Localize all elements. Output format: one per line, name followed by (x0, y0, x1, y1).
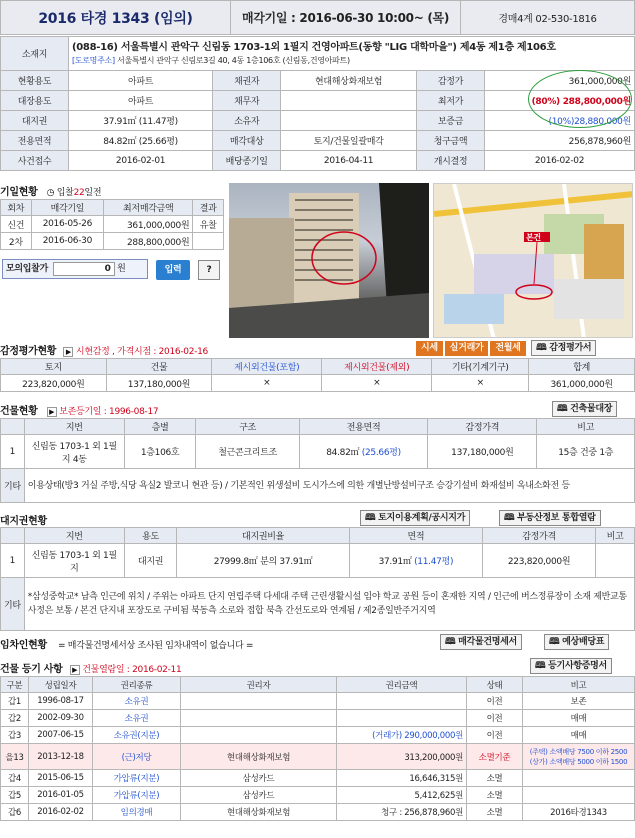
table-row (1, 744, 635, 770)
table-row: 신건 2016-05-26 361,000,000원 유찰 (1, 216, 224, 233)
land-section-title: 대지권현황 (0, 516, 47, 527)
claim-amount: 256,878,960원 (485, 131, 635, 151)
table-row (1, 770, 635, 787)
appraisal-report-button[interactable]: 🕮 감정평가서 (531, 340, 596, 356)
cell: 소유권(지분) (93, 727, 181, 744)
registry-certificate-button[interactable]: 🕮 등기사항증명서 (530, 658, 612, 674)
info-value: 아파트 (69, 71, 213, 91)
cell: 갑1 (1, 693, 29, 710)
road-address-tag[interactable]: [도로명주소] (72, 55, 115, 65)
real-trade-button[interactable]: 실거래가 (445, 341, 489, 356)
location-map[interactable] (433, 183, 633, 338)
cell: 갑5 (1, 787, 29, 804)
appraisal-table: 토지 건물 제시외건물(포함) 제시외건물(제외) 기타(기계기구) 합계 223,820,000원 137,180,000원 × × × 361,000,000원 (0, 358, 635, 392)
address-label: 소재지 (1, 37, 69, 71)
dividend-table-button[interactable]: 🕮 예상배당표 (544, 634, 609, 650)
clock-icon: ◷ (46, 188, 55, 198)
info-value: 2016-02-01 (69, 151, 213, 171)
cell: 2007-06-15 (29, 727, 93, 744)
cell: 이전 (467, 710, 523, 727)
info-label: 개시결정 (417, 151, 485, 171)
cell: 을13 (1, 744, 29, 770)
cell: 2015-06-15 (29, 770, 93, 787)
land-use-plan-button[interactable]: 🕮 토지이용계획/공시지가 (360, 510, 470, 526)
tenant-section-title: 임차인현황 = 매각물건명세서상 조사된 임차내역이 없습니다 = (0, 640, 254, 651)
price-highlight-circle (528, 70, 632, 128)
info-value: 현대해상화재보험 (281, 71, 417, 91)
arrow-icon: ▶ (63, 347, 73, 357)
info-value (281, 91, 417, 111)
building-section-title: 건물현황 ▶ 보존등기일 : 1996-08-17 (0, 406, 159, 417)
table-row: 2차 2016-06-30 288,800,000원 (1, 233, 224, 250)
info-value: 84.82㎡ (25.66평) (69, 131, 213, 151)
cell: 가압류(지분) (93, 787, 181, 804)
case-header (0, 0, 635, 35)
cell: 소유권 (93, 710, 181, 727)
minimum-price: (80%) 288,800,000원 (485, 91, 635, 111)
arrow-icon: ▶ (47, 407, 57, 417)
cell: 이전 (467, 693, 523, 710)
info-label: 청구금액 (417, 131, 485, 151)
mock-bid-input[interactable]: 0 (53, 262, 115, 276)
note-line: (주택) 소액배당 7500 이하 2500 (529, 747, 628, 756)
cell (523, 787, 635, 804)
cell: 소유권 (93, 693, 181, 710)
table-row (1, 804, 635, 821)
book-icon: 🕮 (535, 661, 546, 671)
auction-section-title: 기일현황 ◷ 입찰22일전 (0, 187, 102, 198)
cell: 삼성카드 (181, 770, 337, 787)
cell: 청구 : 256,878,960원 (337, 804, 467, 821)
cell: 16,646,315원 (337, 770, 467, 787)
cell: 2013-12-18 (29, 744, 93, 770)
info-label: 채무자 (213, 91, 281, 111)
cell: 2002-09-30 (29, 710, 93, 727)
mock-bid-field[interactable] (2, 259, 148, 279)
cell: 임의경매 (93, 804, 181, 821)
deposit-value: (10%)28,880,000원 (485, 111, 635, 131)
input-button[interactable]: 입력 (156, 260, 190, 280)
cell (181, 710, 337, 727)
cell: 소멸 (467, 787, 523, 804)
map-image (434, 184, 633, 338)
cell: 갑3 (1, 727, 29, 744)
cell: 5,412,625원 (337, 787, 467, 804)
info-label: 전용면적 (1, 131, 69, 151)
cell: 매매 (523, 710, 635, 727)
info-value: 37.91㎡ (11.47평) (69, 111, 213, 131)
cell: 갑4 (1, 770, 29, 787)
cell: 삼성카드 (181, 787, 337, 804)
sale-date: 매각기일 : 2016-06-30 10:00~ (목) (231, 1, 461, 35)
info-label: 대지권 (1, 111, 69, 131)
rent-button[interactable]: 전월세 (490, 341, 525, 356)
info-label: 대장용도 (1, 91, 69, 111)
cell: 2016타경1343 (523, 804, 635, 821)
table-row: 1 신림동 1703-1 외 1필지 대지권 27999.8㎡ 분의 37.91㎡ 37.91㎡ (11.47평) 223,820,000원 (1, 544, 635, 578)
col-header: 매각기일 (31, 200, 103, 216)
info-label: 최저가 (417, 91, 485, 111)
building-note: 이용상태(방3 거실 주방,식당 욕실2 발코니 현관 등) / 기본적인 위생설비 도시가스에 의한 개별난방설비구조 승강기설비 화재설비 옥내소화전 등 (24, 469, 634, 503)
appraisal-section-title: 감정평가현황 ▶ 시현감정 , 가격시점 : 2016-02-16 (0, 346, 208, 357)
map-marker-label: 본건 (526, 233, 541, 242)
cell: 1996-08-17 (29, 693, 93, 710)
help-button[interactable]: ? (198, 260, 220, 280)
registry-subtitle: 건물열람일 : 2016-02-11 (82, 665, 182, 675)
mock-bid-label: 모의입찰가 (6, 264, 48, 274)
building-register-button[interactable]: 🕮 건축물대장 (552, 401, 617, 417)
apartment-photo-image (229, 183, 429, 338)
appraisal-value: 361,000,000원 (485, 71, 635, 91)
cell: 2016-02-02 (29, 804, 93, 821)
court-contact: 경매4계 02-530-1816 (461, 1, 635, 35)
etc-label: 기타 (1, 469, 25, 503)
info-label: 배당종기일 (213, 151, 281, 171)
cell: 갑6 (1, 804, 29, 821)
book-icon: 🕮 (536, 343, 547, 353)
cell (181, 693, 337, 710)
col-header: 결과 (193, 200, 224, 216)
registry-table: 구분 성립일자 권리종류 권리자 권리금액 상태 비고 갑1 1996-08-17 소유권 이전 보존 갑2 2002-09-30 소유권 이전 매매 갑3 2007-06-15 소유권(지분) (거래가) 290,000,000원 이전 매매 을13 2013-12-18 (근)저당 현대해상화재보험 313,200,000원 소멸기준 (주택) 소액배당 7500 이하 2500 (상가) 소액배당 5000 이하 1500 갑4 2015-06-15 가압류(지분) 삼성카드 16,646,315원 소멸 갑5 2016-01-05 가압류(지분) 삼성카드 5,412,625원 소멸 갑6 2016-02-02 임의경매 현대해상화재보험 청구 : 256,878,960원 소멸 2016타경1343 (0, 676, 635, 821)
appraisal-subtitle: 시현감정 , 가격시점 : 2016-02-16 (75, 347, 208, 357)
tenant-text: = 매각물건명세서상 조사된 임차내역이 없습니다 = (58, 641, 254, 651)
cell: 소멸기준 (467, 744, 523, 770)
cell: (근)저당 (93, 744, 181, 770)
mock-bid-unit: 원 (117, 264, 126, 274)
cell: 매매 (523, 727, 635, 744)
table-row: 223,820,000원 137,180,000원 × × × 361,000,000원 (1, 375, 635, 392)
cell: 소멸 (467, 770, 523, 787)
cell: 현대해상화재보험 (181, 804, 337, 821)
info-label: 사건접수 (1, 151, 69, 171)
book-icon: 🕮 (365, 513, 376, 523)
book-icon: 🕮 (549, 637, 560, 647)
cell: 현대해상화재보험 (181, 744, 337, 770)
note-line: (상가) 소액배당 5000 이하 1500 (529, 757, 628, 766)
table-row (1, 727, 635, 744)
etc-label: 기타 (1, 578, 25, 631)
cell: 이전 (467, 727, 523, 744)
book-icon: 🕮 (504, 513, 515, 523)
cell (523, 744, 635, 770)
registry-section-title: 건물 등기 사항 ▶ 건물열람일 : 2016-02-11 (0, 664, 182, 675)
building-subtitle: 보존등기일 : 1996-08-17 (59, 407, 159, 417)
road-address: 서울특별시 관악구 신림로3길 40, 4동 1층106호 (신림동,건영아파트) (117, 55, 350, 65)
property-photo[interactable] (229, 183, 429, 338)
bid-badge: ◷ 입찰22일전 (46, 188, 102, 198)
info-value: 2016-02-02 (485, 151, 635, 171)
info-value: 2016-04-11 (281, 151, 417, 171)
cell: 보존 (523, 693, 635, 710)
market-price-button[interactable]: 시세 (416, 341, 443, 356)
info-value: 토지/건물일괄매각 (281, 131, 417, 151)
info-label: 채권자 (213, 71, 281, 91)
cell (337, 693, 467, 710)
cell: 2016-01-05 (29, 787, 93, 804)
land-table: 지번 용도 대지권비율 면적 감정가격 비고 1 신림동 1703-1 외 1필지 대지권 27999.8㎡ 분의 37.91㎡ 37.91㎡ (11.47평) 223,820,000원 기타 *삼성중학교* 남측 인근에 위치 / 주위는 아파트 단지 연립주택 다세대 주택 근린생활시설 임야 학교 공원 등이 혼재한 지역 / 인근에 버스정류장이 소재 제반교통사정은 보통 / 본건 단지내 포장도로 구비됨 북동측 소로와 접합 북측 간선도로와 연계됨 / 제2종일반주거지역 (0, 527, 635, 631)
arrow-icon: ▶ (70, 665, 80, 675)
cell (337, 710, 467, 727)
info-value (281, 111, 417, 131)
cell: 가압류(지분) (93, 770, 181, 787)
address-line: (088-16) 서울특별시 관악구 신림동 1703-1외 1필지 건영아파트(동향 "LIG 대학마을") 제4동 제1층 제106호 (72, 41, 556, 53)
info-label: 매각대상 (213, 131, 281, 151)
info-label: 소유자 (213, 111, 281, 131)
cell: 갑2 (1, 710, 29, 727)
table-row: 1 신림동 1703-1 외 1필지 4동 1층106호 철근콘크리트조 84.82㎡ (25.66평) 137,180,000원 15층 건중 1층 (1, 435, 635, 469)
sale-statement-button[interactable]: 🕮 매각물건명세서 (440, 634, 522, 650)
table-row (1, 787, 635, 804)
book-icon: 🕮 (445, 637, 456, 647)
cell (523, 770, 635, 787)
info-label: 보증금 (417, 111, 485, 131)
cell (181, 727, 337, 744)
property-info-button[interactable]: 🕮 부동산정보 통합열람 (499, 510, 601, 526)
cell: 313,200,000원 (337, 744, 467, 770)
info-value: 아파트 (69, 91, 213, 111)
auction-history-table (0, 199, 224, 250)
building-table: 지번 층별 구조 전용면적 감정가격 비고 1 신림동 1703-1 외 1필지 4동 1층106호 철근콘크리트조 84.82㎡ (25.66평) 137,180,000원 15층 건중 1층 기타 이용상태(방3 거실 주방,식당 욕실2 발코니 현관 등) / 기본적인 위생설비 도시가스에 의한 개별난방설비구조 승강기설비 화재설비 옥내소화전 등 (0, 418, 635, 503)
cell: (거래가) 290,000,000원 (337, 727, 467, 744)
cell: 소멸 (467, 804, 523, 821)
col-header: 회차 (1, 200, 32, 216)
info-label: 감정가 (417, 71, 485, 91)
table-row (1, 693, 635, 710)
land-note: *삼성중학교* 남측 인근에 위치 / 주위는 아파트 단지 연립주택 다세대 주택 근린생활시설 임야 학교 공원 등이 혼재한 지역 / 인근에 버스정류장이 소재 제반교통사정은 보통 / 본건 단지내 포장도로 구비됨 북동측 소로와 접합 북측 간선도로와 연계됨 / 제2종일반주거지역 (24, 578, 634, 631)
table-row (1, 710, 635, 727)
col-header: 최저매각금액 (104, 200, 193, 216)
book-icon: 🕮 (557, 404, 568, 414)
info-label: 현황용도 (1, 71, 69, 91)
case-number: 2016 타경 1343 (임의) (1, 1, 231, 35)
